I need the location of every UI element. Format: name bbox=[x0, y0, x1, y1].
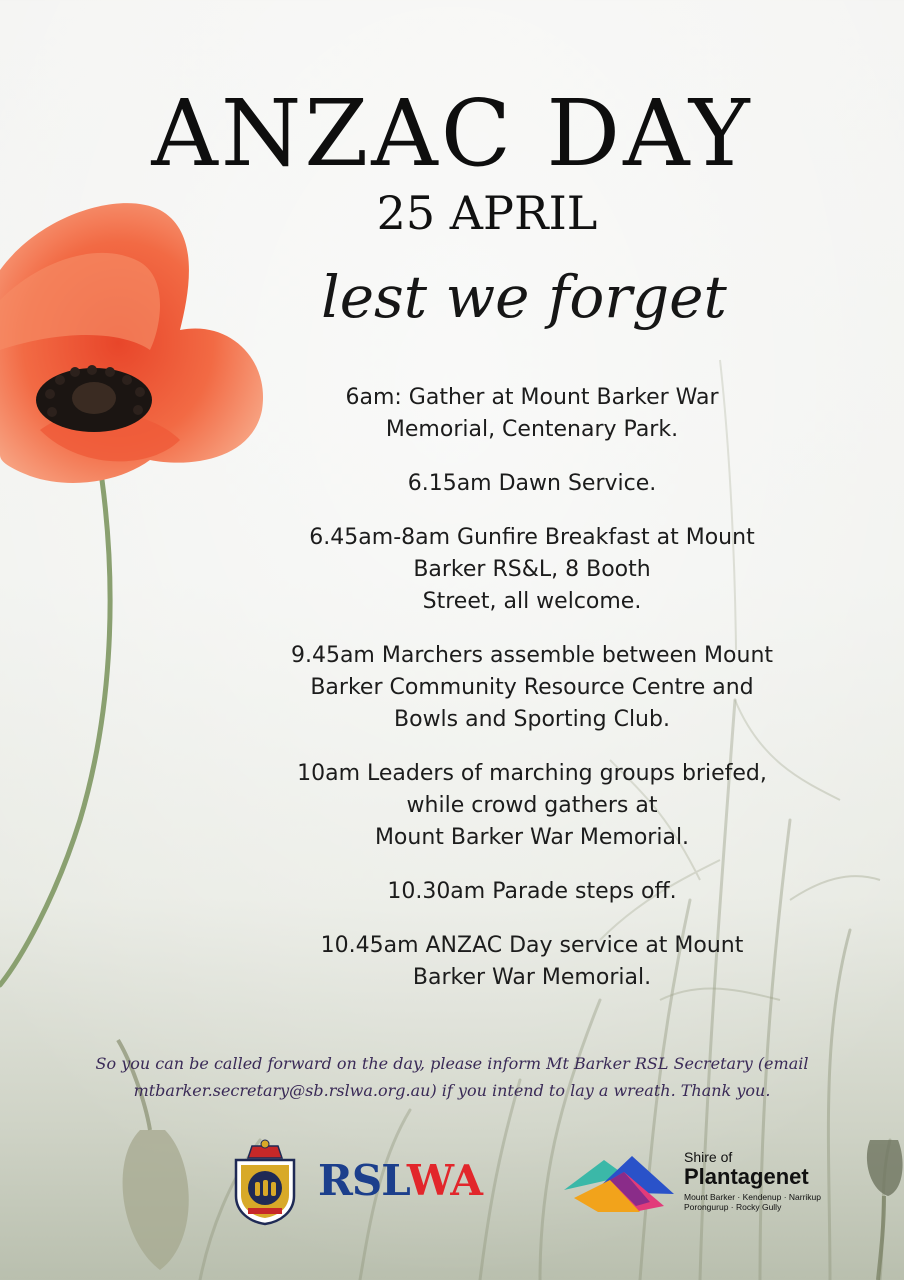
event-date: 25 APRIL bbox=[376, 186, 598, 240]
shire-name: Plantagenet bbox=[684, 1164, 809, 1189]
schedule-line: 10am Leaders of marching groups briefed, bbox=[297, 761, 767, 786]
schedule-line: Memorial, Centenary Park. bbox=[385, 417, 679, 442]
shire-of-label: Shire of bbox=[684, 1149, 733, 1165]
schedule-line: 6.15am Dawn Service. bbox=[407, 471, 657, 496]
rslwa-logo-wa: WA bbox=[406, 1156, 482, 1205]
schedule-line: Barker Community Resource Centre and bbox=[310, 675, 754, 700]
event-title: ANZAC DAY bbox=[151, 80, 753, 187]
schedule-line: Barker War Memorial. bbox=[412, 965, 652, 990]
rslwa-logo-rsl: RSL bbox=[318, 1156, 407, 1205]
schedule-line: 10.30am Parade steps off. bbox=[387, 879, 677, 904]
wreath-note bbox=[40, 1050, 864, 1104]
schedule-item bbox=[262, 930, 802, 994]
rsl-badge-logo bbox=[230, 1138, 300, 1226]
schedule-line: 10.45am ANZAC Day service at Mount bbox=[320, 933, 744, 958]
schedule-item bbox=[262, 468, 802, 500]
plantagenet-mountain-icon bbox=[564, 1150, 674, 1212]
note-line: mtbarker.secretary@sb.rslwa.org.au) if you intend to lay a wreath. Thank you. bbox=[133, 1081, 771, 1100]
schedule-line: while crowd gathers at bbox=[406, 793, 658, 818]
schedule-line: Street, all welcome. bbox=[422, 589, 642, 614]
schedule-item bbox=[262, 382, 802, 446]
schedule-line: 6.45am-8am Gunfire Breakfast at Mount bbox=[309, 525, 755, 550]
rslwa-logo bbox=[318, 1156, 482, 1205]
schedule-item bbox=[262, 876, 802, 908]
schedule-line: Barker RS&L, 8 Booth bbox=[413, 557, 651, 582]
schedule-line: 9.45am Marchers assemble between Mount bbox=[290, 643, 774, 668]
schedule-item bbox=[262, 522, 802, 618]
tagline: lest we forget bbox=[321, 263, 727, 331]
shire-towns: Porongurup · Rocky Gully bbox=[684, 1202, 782, 1212]
schedule bbox=[262, 382, 802, 1016]
shire-towns: Mount Barker · Kendenup · Narrikup bbox=[684, 1192, 822, 1202]
schedule-line: 6am: Gather at Mount Barker War bbox=[345, 385, 719, 410]
note-line: So you can be called forward on the day, please inform Mt Barker RSL Secretary (email bbox=[95, 1054, 809, 1073]
plantagenet-logo bbox=[684, 1150, 821, 1212]
schedule-line: Mount Barker War Memorial. bbox=[374, 825, 690, 850]
schedule-line: Bowls and Sporting Club. bbox=[394, 707, 670, 732]
schedule-item bbox=[262, 758, 802, 854]
schedule-item bbox=[262, 640, 802, 736]
